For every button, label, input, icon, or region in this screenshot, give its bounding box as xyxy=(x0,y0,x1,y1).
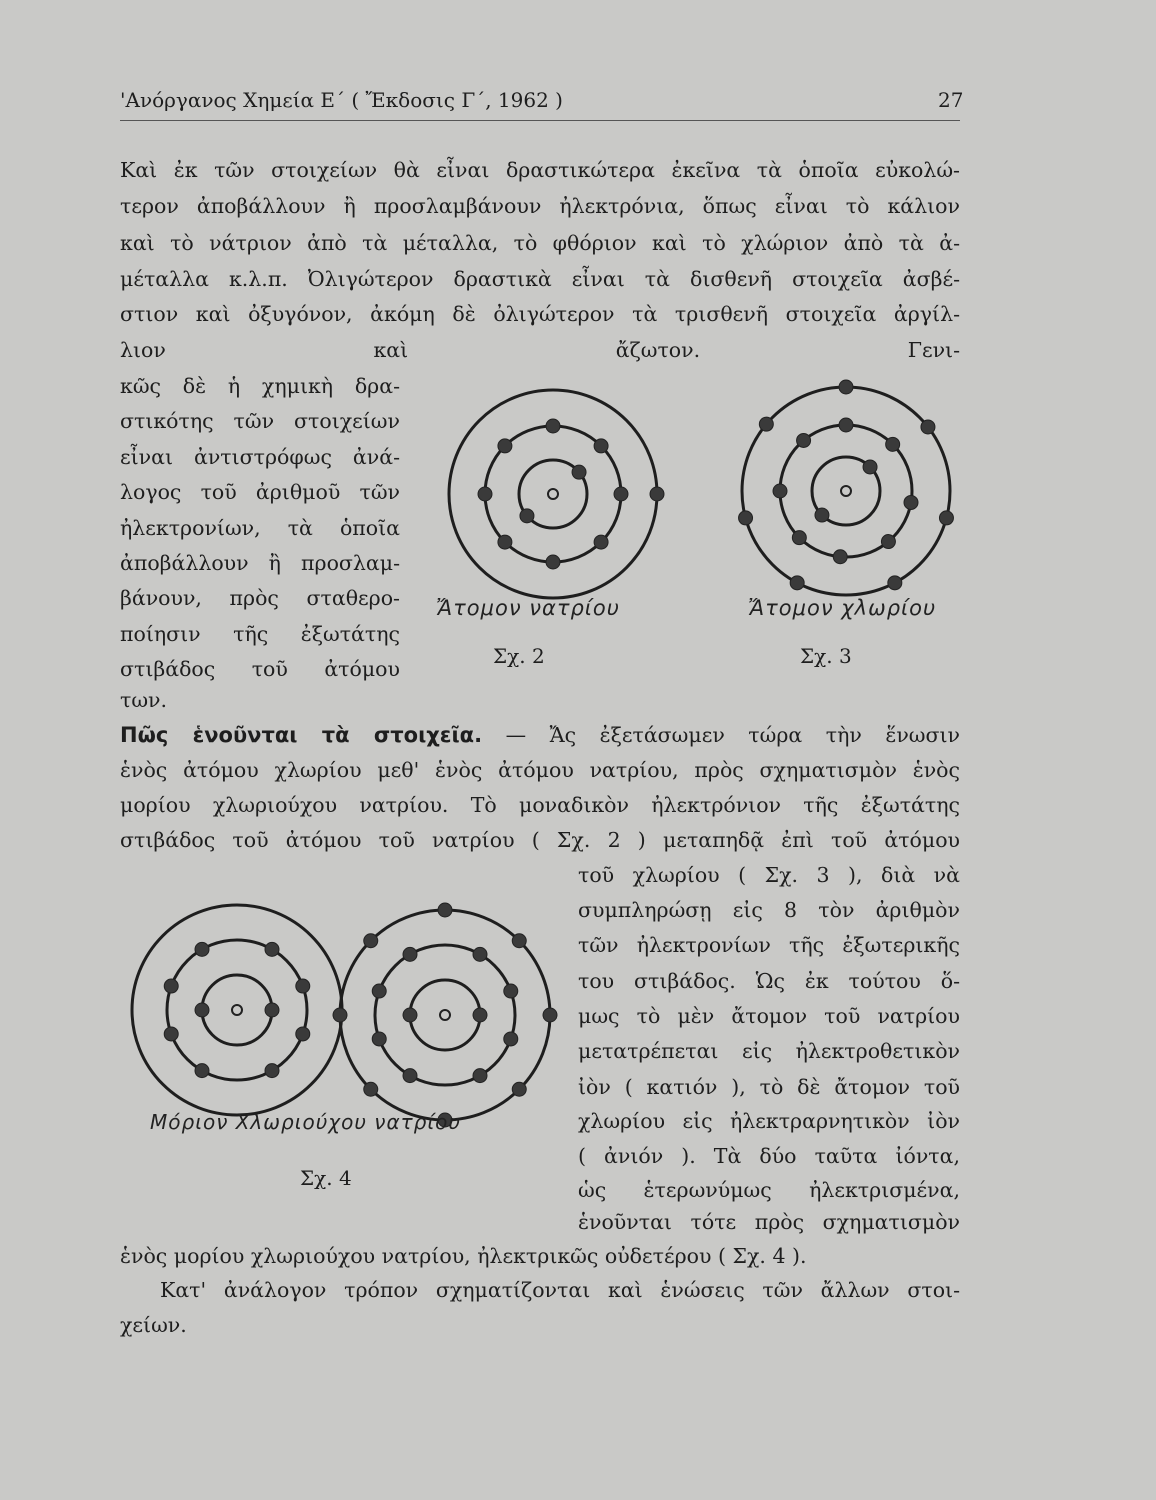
sodium-atom-electron xyxy=(546,419,560,433)
chlorine-atom-electron xyxy=(863,460,877,474)
chlorine-atom-electron xyxy=(904,495,918,509)
text-line: τερον ἀποβάλλουν ἢ προσλαμβάνουν ἠλεκτρόνια, ὅπως εἶναι τὸ κάλιον xyxy=(120,194,960,218)
text-line: ἑνὸς μορίου χλωριούχου νατρίου, ἠλεκτρικῶς οὐδετέρου ( Σχ. 4 ). xyxy=(120,1244,807,1268)
fig2-caption: Ἄτομον νατρίου xyxy=(436,596,620,620)
sodium-atom-electron xyxy=(594,439,608,453)
chloride-ion-electron xyxy=(473,1008,487,1022)
sodium-ion-electron xyxy=(164,1027,178,1041)
text-line: ( ἀνιόν ). Τὰ δύο ταῦτα ἰόντα, xyxy=(578,1144,960,1168)
section-heading: Πῶς ἑνοῦνται τὰ στοιχεῖα. xyxy=(120,723,483,747)
chloride-ion-nucleus xyxy=(440,1010,450,1020)
chlorine-atom-electron xyxy=(939,511,953,525)
text-line: των. xyxy=(120,688,168,712)
sodium-ion-electron xyxy=(195,1064,209,1078)
chlorine-atom-electron xyxy=(773,484,787,498)
chloride-ion-electron xyxy=(364,1082,378,1096)
text-line: Καὶ ἐκ τῶν στοιχείων θὰ εἶναι δραστικώτερα ἐκεῖνα τὰ ὁποῖα εὐκολώ- xyxy=(120,158,960,182)
text-line: στιβάδος τοῦ ἀτόμου xyxy=(120,657,400,681)
chloride-ion-electron xyxy=(403,1069,417,1083)
chlorine-atom-electron xyxy=(839,380,853,394)
chloride-ion-shell xyxy=(375,945,515,1085)
chlorine-atom-electron xyxy=(839,418,853,432)
running-header-title: 'Ανόργανος Χημεία Ε΄ ( Ἔκδοσις Γ΄, 1962 ) xyxy=(120,88,563,112)
chlorine-atom-electron xyxy=(759,417,773,431)
text-line: στιβάδος τοῦ ἀτόμου τοῦ νατρίου ( Σχ. 2 ) μεταπηδᾷ ἐπὶ τοῦ ἀτόμου xyxy=(120,828,960,852)
sodium-atom-electron xyxy=(520,509,534,523)
chlorine-atom-electron xyxy=(790,576,804,590)
text-line: μορίου χλωριούχου νατρίου. Τὸ μοναδικὸν ἠλεκτρόνιον τῆς ἐξωτάτης xyxy=(120,793,960,817)
page-number: 27 xyxy=(938,88,964,112)
chlorine-atom-electron xyxy=(833,550,847,564)
chlorine-atom-electron xyxy=(815,508,829,522)
sodium-ion-electron xyxy=(265,1064,279,1078)
chloride-ion-electron xyxy=(403,1008,417,1022)
sodium-ion-electron xyxy=(265,942,279,956)
chlorine-atom-electron xyxy=(888,576,902,590)
chloride-ion-electron xyxy=(473,1069,487,1083)
fig3-label: Σχ. 3 xyxy=(800,644,852,668)
section-heading-continuation: — Ἄς ἐξετάσωμεν τώρα τὴν ἕνωσιν xyxy=(482,723,960,747)
chlorine-atom-electron xyxy=(739,511,753,525)
text-line: μέταλλα κ.λ.π. Ὀλιγώτερον δραστικὰ εἶναι τὰ δισθενῆ στοιχεῖα ἀσβέ- xyxy=(120,267,960,291)
text-line: τῶν ἠλεκτρονίων τῆς ἐξωτερικῆς xyxy=(578,933,960,957)
sodium-atom-electron xyxy=(650,487,664,501)
chloride-ion-electron xyxy=(364,934,378,948)
text-line: ἰὸν ( κατιόν ), τὸ δὲ ἄτομον τοῦ xyxy=(578,1075,960,1099)
chloride-ion-electron xyxy=(473,947,487,961)
text-line: συμπληρώσῃ εἰς 8 τὸν ἀριθμὸν xyxy=(578,898,960,922)
chloride-ion-shell xyxy=(410,980,480,1050)
text-line: ποίησιν τῆς ἐξωτάτης xyxy=(120,622,400,646)
chloride-ion-electron xyxy=(333,1008,347,1022)
chloride-ion-electron xyxy=(504,984,518,998)
chlorine-atom-electron xyxy=(881,535,895,549)
text-line: ἠλεκτρονίων, τὰ ὁποῖα xyxy=(120,516,400,540)
text-line: Κατ' ἀνάλογον τρόπον σχηματίζονται καὶ ἑνώσεις τῶν ἄλλων στοι- xyxy=(160,1278,960,1302)
text-line: ἑνὸς ἀτόμου χλωρίου μεθ' ἑνὸς ἀτόμου νατρίου, πρὸς σχηματισμὸν ἑνὸς xyxy=(120,758,960,782)
text-line: χλωρίου εἰς ἠλεκτραρνητικὸν ἰὸν xyxy=(578,1109,960,1133)
chlorine-atom-electron xyxy=(921,420,935,434)
text-line: στικότης τῶν στοιχείων xyxy=(120,409,400,433)
chlorine-atom-electron xyxy=(886,437,900,451)
text-line: χείων. xyxy=(120,1313,187,1337)
text-line: ἀποβάλλουν ἢ προσλαμ- xyxy=(120,551,400,575)
sodium-ion-electron xyxy=(195,942,209,956)
chloride-ion-electron xyxy=(372,984,386,998)
sodium-atom-electron xyxy=(498,535,512,549)
text-line: τοῦ χλωρίου ( Σχ. 3 ), διὰ νὰ xyxy=(578,863,960,887)
text-line: βάνουν, πρὸς σταθερο- xyxy=(120,586,400,610)
chloride-ion-electron xyxy=(372,1032,386,1046)
sodium-ion-electron xyxy=(195,1003,209,1017)
text-line: μετατρέπεται εἰς ἠλεκτροθετικὸν xyxy=(578,1039,960,1063)
sodium-ion-shell xyxy=(202,975,272,1045)
sodium-ion-electron xyxy=(296,979,310,993)
sodium-ion-electron xyxy=(265,1003,279,1017)
sodium-atom-electron xyxy=(614,487,628,501)
chlorine-atom-electron xyxy=(792,531,806,545)
chloride-ion-electron xyxy=(504,1032,518,1046)
text-line: στιον καὶ ὀξυγόνον, ἀκόμη δὲ ὀλιγώτερον τὰ τρισθενῆ στοιχεῖα ἀργίλ- xyxy=(120,302,960,326)
text-line: εἶναι ἀντιστρόφως ἀνά- xyxy=(120,445,400,469)
sodium-atom-electron xyxy=(594,535,608,549)
text-line: κῶς δὲ ἡ χημικὴ δρα- xyxy=(120,374,400,398)
chlorine-atom-nucleus xyxy=(841,486,851,496)
sodium-ion-electron xyxy=(296,1027,310,1041)
sodium-atom-electron xyxy=(572,465,586,479)
sodium-ion-shell xyxy=(167,940,307,1080)
text-line: ὡς ἑτερωνύμως ἠλεκτρισμένα, xyxy=(578,1178,960,1202)
text-line: ἑνοῦνται τότε πρὸς σχηματισμὸν xyxy=(578,1210,960,1234)
sodium-atom-electron xyxy=(546,555,560,569)
chloride-ion-electron xyxy=(512,1082,526,1096)
text-line: λογος τοῦ ἀριθμοῦ τῶν xyxy=(120,480,400,504)
fig3-caption: Ἄτομον χλωρίου xyxy=(748,596,937,620)
sodium-ion-nucleus xyxy=(232,1005,242,1015)
text-line: καὶ τὸ νάτριον ἀπὸ τὰ μέταλλα, τὸ φθόριον καὶ τὸ χλώριον ἀπὸ τὰ ἀ- xyxy=(120,231,960,255)
chloride-ion-electron xyxy=(438,903,452,917)
text-line: μως τὸ μὲν ἄτομον τοῦ νατρίου xyxy=(578,1004,960,1028)
fig4-label: Σχ. 4 xyxy=(300,1166,352,1190)
sodium-ion-shell xyxy=(132,905,342,1115)
sodium-atom-electron xyxy=(478,487,492,501)
chlorine-atom-electron xyxy=(797,433,811,447)
chloride-ion-electron xyxy=(512,934,526,948)
sodium-atom-electron xyxy=(498,439,512,453)
sodium-atom-nucleus xyxy=(548,489,558,499)
fig4-caption: Μόριον Χλωριούχου νατρίου xyxy=(150,1110,461,1134)
text-line: του στιβάδος. Ὡς ἐκ τούτου ὅ- xyxy=(578,969,960,993)
chloride-ion-electron xyxy=(543,1008,557,1022)
chloride-ion-electron xyxy=(403,947,417,961)
fig2-label: Σχ. 2 xyxy=(493,644,545,668)
text-line: λιον καὶ ἄζωτον. Γενι- xyxy=(120,338,960,362)
sodium-ion-electron xyxy=(164,979,178,993)
